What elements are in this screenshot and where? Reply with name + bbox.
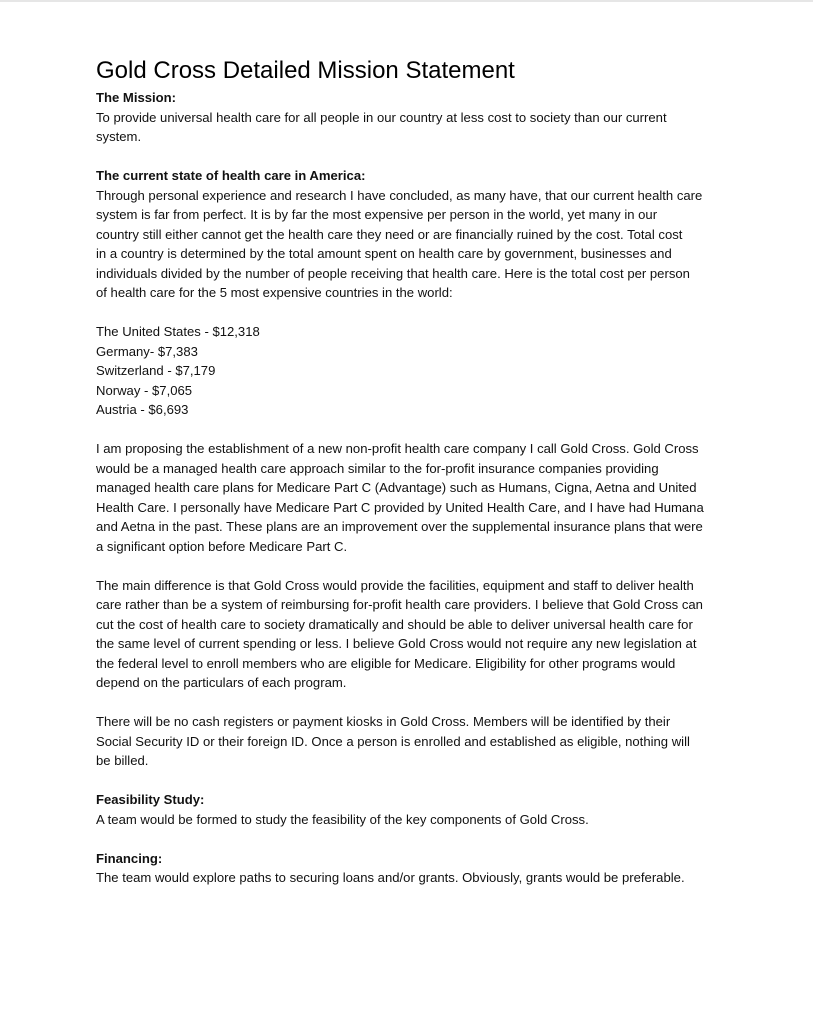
cost-item-switzerland: Switzerland - $7,179 [96,363,216,378]
proposal-line: managed health care plans for Medicare Part C (Advantage) such as Humans, Cigna, Aetna and United [96,480,697,495]
feasibility-heading: Feasibility Study: [96,792,205,807]
difference-paragraph [96,576,724,693]
mission-line: system. [96,129,142,144]
cost-item-norway: Norway - $7,065 [96,382,193,398]
financing-line: The team would explore paths to securing loans and/or grants. Obviously, grants would be preferable. [96,870,685,885]
current-state-section [96,166,724,420]
proposal-line: a significant option before Medicare Part C. [96,538,348,554]
cost-item-austria: Austria - $6,693 [96,402,189,417]
difference-line: the same level of current spending or less. I believe Gold Cross would not require any new legislation at [96,636,697,651]
difference-line: the federal level to enroll members who are eligible for Medicare. Eligibility for other programs would [96,655,676,671]
paragraph-gap [96,829,724,849]
mission-section [96,88,724,147]
current-state-line: of health care for the 5 most expensive countries in the world: [96,285,453,300]
paragraph-gap [96,420,724,440]
paragraph-gap [96,147,724,167]
current-state-line: individuals divided by the number of people receiving that health care. Here is the total cost per person [96,265,690,281]
current-state-line: Through personal experience and research I have concluded, as many have, that our current health care [96,187,703,203]
proposal-line: Health Care. I personally have Medicare Part C provided by United Health Care, and I have had Humana [96,499,704,515]
feasibility-line: A team would be formed to study the feasibility of the key components of Gold Cross. [96,811,589,827]
paragraph-gap [96,303,724,323]
paragraph-gap [96,556,724,576]
proposal-line: and Aetna in the past. These plans are an improvement over the supplemental insurance plans that were [96,519,703,534]
paragraph-gap [96,771,724,791]
current-state-heading: The current state of health care in America: [96,168,366,183]
cost-item-united-states: The United States - $12,318 [96,324,260,339]
billing-line: be billed. [96,753,149,768]
mission-heading: The Mission: [96,90,177,105]
current-state-line: in a country is determined by the total amount spent on health care by government, businesses and [96,246,672,261]
financing-section [96,849,724,888]
paragraph-gap [96,693,724,713]
document-title: Gold Cross Detailed Mission Statement [96,57,515,84]
difference-line: The main difference is that Gold Cross would provide the facilities, equipment and staff to deliver health [96,577,694,593]
cost-item-germany: Germany- $7,383 [96,343,198,359]
proposal-line: I am proposing the establishment of a new non-profit health care company I call Gold Cross. Gold Cross [96,441,699,456]
current-state-line: country still either cannot get the health care they need or are financially ruined by the cost. Total cost [96,226,683,242]
page-top-edge [0,0,813,2]
proposal-line: would be a managed health care approach similar to the for-profit insurance companies providing [96,460,659,476]
current-state-line: system is far from perfect. It is by far the most expensive per person in the world, yet many in our [96,207,658,222]
difference-line: depend on the particulars of each program. [96,675,347,690]
billing-paragraph [96,712,724,771]
billing-line: Social Security ID or their foreign ID. Once a person is enrolled and established as eligible, nothing will [96,733,690,749]
financing-heading: Financing: [96,850,163,866]
mission-line: To provide universal health care for all people in our country at less cost to society than our current [96,109,667,125]
billing-line: There will be no cash registers or payment kiosks in Gold Cross. Members will be identified by their [96,714,671,729]
difference-line: cut the cost of health care to society dramatically and should be able to deliver universal health care for [96,616,693,632]
feasibility-section [96,790,724,829]
document-page [96,56,724,888]
difference-line: care rather than be a system of reimbursing for-profit health care providers. I believe that Gold Cross can [96,597,703,612]
proposal-paragraph [96,439,724,556]
cost-per-person-list [96,322,724,420]
